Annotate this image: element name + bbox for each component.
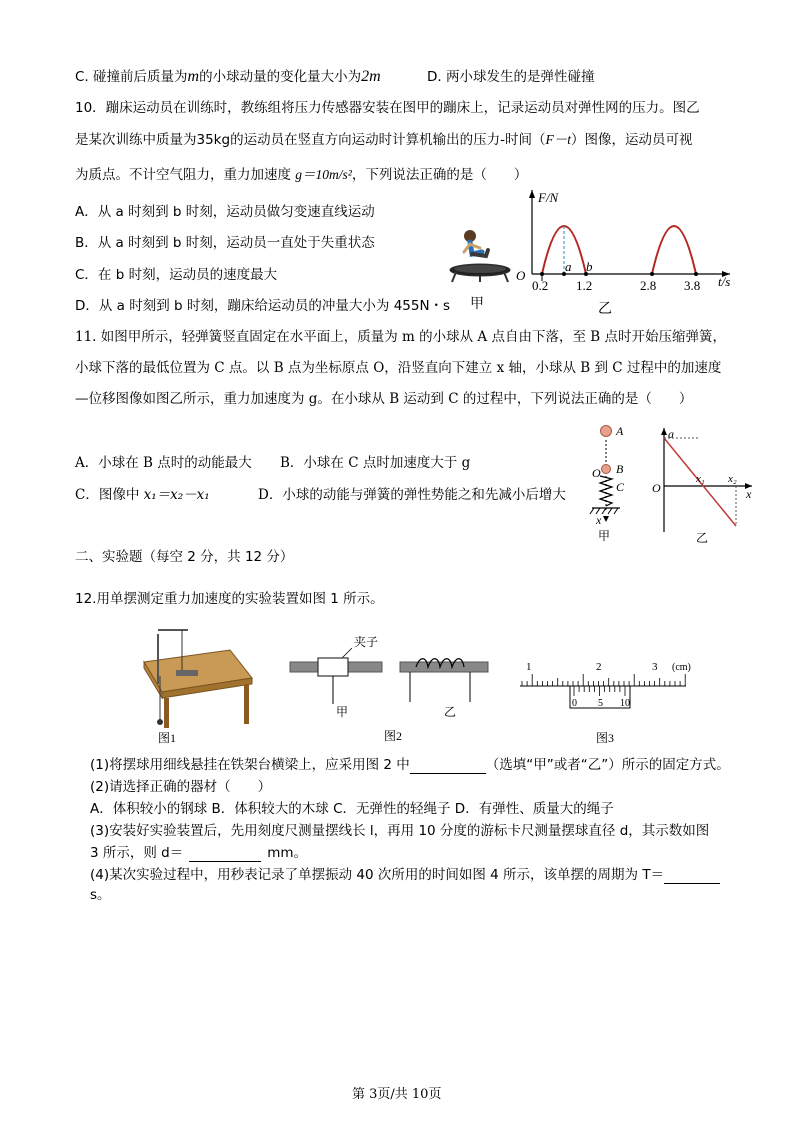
pendulum-bob-icon [157,719,163,725]
section-experiment-heading: 二、实验题（每空 2 分，共 12 分） [75,549,294,565]
q10-fig-jia-label: 甲 [470,297,484,312]
spring-coil [600,476,612,506]
q11-option-c: C．图像中 x₁＝x₂－x₁ [75,487,210,503]
svg-text:x₁: x₁ [696,473,705,485]
q10-stem-line3: 为质点。不计空气阻力，重力加速度 g＝10m/s²，下列说法正确的是（ ） [75,167,528,183]
q12-step4-line1: (4)某次实验过程中，用秒表记录了单摆振动 40 次所用的时间如图 4 所示，该单摆的周期为 T＝ [90,866,720,884]
vernier-label: 10 [620,698,630,709]
q12-step2: (2)请选择正确的器材（ ） [90,779,272,795]
q10-option-d: D．从 a 时刻到 b 时刻，蹦床给运动员的冲量大小为 455N・s [75,298,451,314]
q9-option-c: C. 碰撞前后质量为m的小球动量的变化量大小为2m [75,68,381,85]
q12-step3-line2: 3 所示，则 d＝ mm。 [90,845,308,861]
q11-figure-acceleration-graph [648,424,758,544]
answer-blank-1[interactable] [410,759,486,774]
q10-stem-line2: 是某次训练中质量为35kg的运动员在竖直方向运动时计算机输出的压力-时间（F－t）图像，运动员可视 [75,132,693,148]
q10-xlabel: t/s [718,274,731,289]
q10-origin: O [516,268,526,283]
q10-mark-b: b [586,259,593,274]
q12-step1: (1)将摆球用细线悬挂在铁架台横梁上，应采用图 2 中 （选填“甲”或者“乙”）所示的固定方式。 [90,757,730,773]
main-scale-label: 3 [652,661,658,673]
q12-step2-options: A．体积较小的钢球 B．体积较大的木球 C．无弹性的轻绳子 D．有弹性、质量大的绳子 [90,801,614,817]
ball-at-a-icon [601,426,612,437]
q12-fig2-caption: 图2 [384,729,403,743]
svg-text:O: O [652,481,661,495]
svg-text:x: x [596,513,602,527]
q10-tick-label: 3.8 [684,278,701,293]
q10-figure-force-time-graph [512,186,744,316]
q10-figure-trampoline [442,222,522,314]
q10-tick-label: 1.2 [576,278,593,293]
svg-text:x: x [746,487,752,501]
q11-fig-yi-label: 乙 [696,531,709,544]
q10-ylabel: F/N [538,190,559,205]
answer-blank-4[interactable] [664,869,720,884]
q9-option-d: D. 两小球发生的是弹性碰撞 [427,69,595,85]
q12-figure-3-vernier [516,656,700,746]
q12-fig1-caption: 图1 [158,731,177,745]
svg-text:C: C [616,480,625,494]
q11-option-d: D．小球的动能与弹簧的弹性势能之和先减小后增大 [258,487,566,503]
q10-mark-a: a [565,259,572,274]
q11-option-a: A．小球在 B 点时的动能最大 [75,455,252,471]
svg-text:夹子: 夹子 [354,635,379,649]
q12-figure-2-clamp [286,628,506,746]
q12-step4-line2: s。 [90,887,111,903]
ball-at-b-icon [602,465,611,474]
q10-option-a: A．从 a 时刻到 b 时刻，运动员做匀变速直线运动 [75,204,375,220]
q11-fig-jia-label: 甲 [598,529,611,543]
answer-blank-3[interactable] [189,847,261,862]
page-footer: 第 3页/共 10页 [352,1087,442,1102]
main-scale-label: 2 [596,661,602,673]
q11-figure-spring [586,420,642,544]
q12-fig2-jia: 甲 [336,705,349,719]
vernier-label: 5 [598,698,603,709]
svg-text:A: A [616,424,624,438]
q10-tick-label: 2.8 [640,278,657,293]
q11-option-b: B．小球在 C 点时加速度大于 g [280,455,471,471]
q12-figure-1-pendulum [138,618,258,746]
q10-option-b: B．从 a 时刻到 b 时刻，运动员一直处于失重状态 [75,235,375,251]
q11-stem-line3: —位移图像如图乙所示，重力加速度为 g。在小球从 B 运动到 C 的过程中，下列说法正确的是（ ） [75,391,693,407]
q10-fig-yi-label: 乙 [598,302,612,316]
q11-stem-line1: 11. 如图甲所示，轻弹簧竖直固定在水平面上，质量为 m 的小球从 A 点自由下落，至 B 点时开始压缩弹簧， [75,329,726,345]
q12-fig3-caption: 图3 [596,731,615,745]
main-scale-label: 1 [526,661,532,673]
svg-text:O: O [592,466,601,480]
q12-intro: 12.用单摆测定重力加速度的实验装置如图 1 所示。 [75,591,384,607]
q12-step3-line1: (3)安装好实验装置后，先用刻度尺测量摆线长 l，再用 10 分度的游标卡尺测量摆球直径 d，其示数如图 [90,823,710,839]
svg-text:x₂: x₂ [728,473,737,485]
q12-fig2-yi: 乙 [444,705,457,719]
svg-text:a: a [668,427,674,441]
q11-stem-line2: 小球下落的最低位置为 C 点。以 B 点为坐标原点 O，沿竖直向下建立 x 轴，小球从 B 到 C 过程中的加速度 [75,360,722,376]
svg-text:(cm): (cm) [672,662,691,673]
q10-force-pulse-2 [652,226,696,274]
vernier-label: 0 [572,698,577,709]
svg-text:B: B [616,462,624,476]
q10-tick-label: 0.2 [532,278,549,293]
q10-option-c: C．在 b 时刻，运动员的速度最大 [75,267,278,283]
q10-stem-line1: 10．蹦床运动员在训练时，教练组将压力传感器安装在图甲的蹦床上，记录运动员对弹性网的压力。图乙 [75,100,700,116]
